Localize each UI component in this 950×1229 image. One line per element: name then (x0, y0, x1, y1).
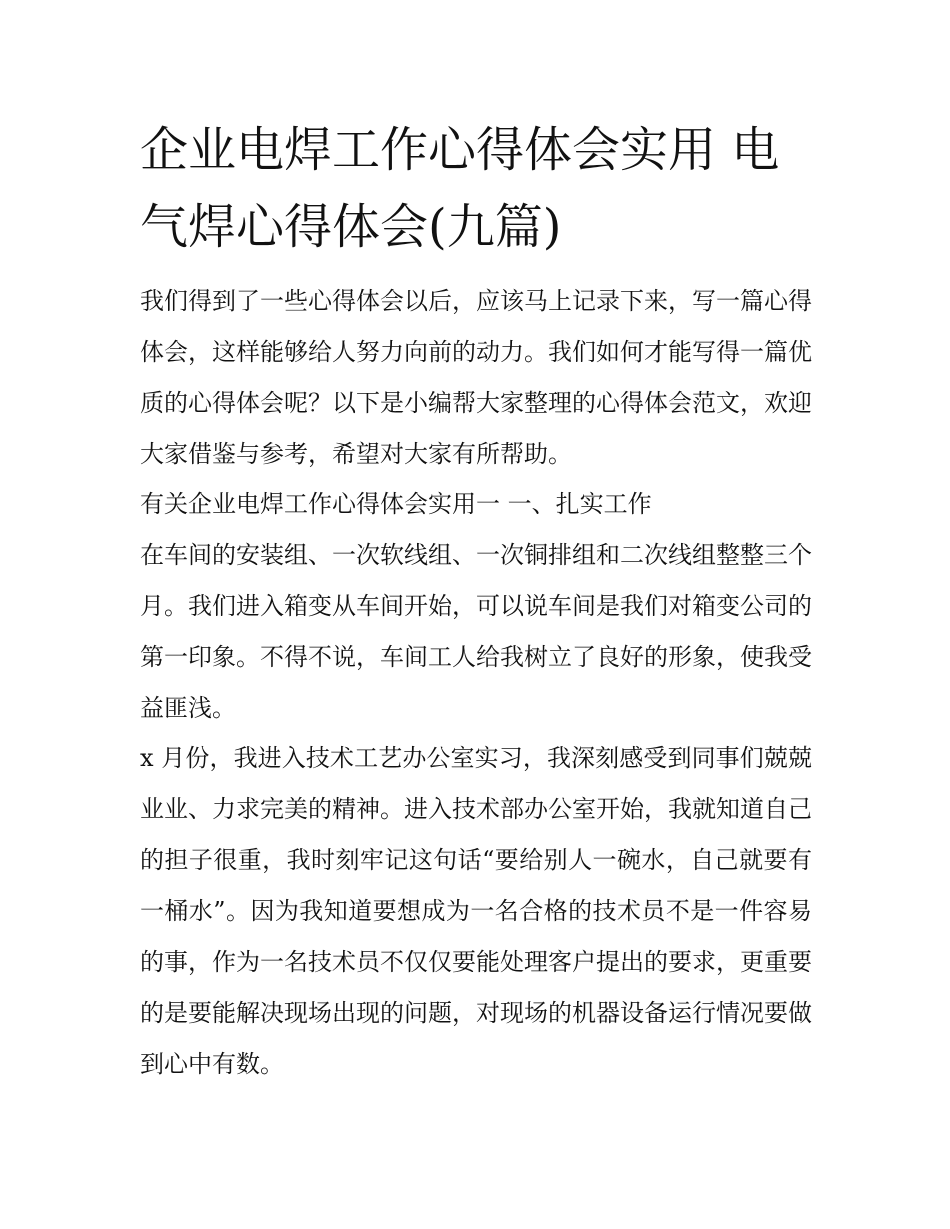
section-heading: 有关企业电焊工作心得体会实用一 一、扎实工作 (140, 490, 652, 518)
intro-paragraph: 我们得到了一些心得体会以后，应该马上记录下来，写一篇心得体会，这样能够给人努力向前的动力。我们如何才能写得一篇优质的心得体会呢？以下是小编帮大家整理的心得体会范文，欢迎大家借鉴与参考，希望对大家有所帮助。 (140, 287, 812, 468)
body-paragraph-internship: x 月份，我进入技术工艺办公室实习，我深刻感受到同事们兢兢业业、力求完美的精神。进入技术部办公室开始，我就知道自己的担子很重，我时刻牢记这句话“要给别人一碗水，自己就要有一桶水”。因为我知道要想成为一名合格的技术员不是一件容易的事，作为一名技术员不仅仅要能处理客户提出的要求，更重要的是要能解决现场出现的问题，对现场的机器设备运行情况要做到心中有数。 (140, 744, 812, 1078)
document-title: 企业电焊工作心得体会实用 电气焊心得体会(九篇) (140, 122, 780, 255)
body-paragraph-workshop: 在车间的安装组、一次软线组、一次铜排组和二次线组整整三个月。我们进入箱变从车间开始，可以说车间是我们对箱变公司的第一印象。不得不说，车间工人给我树立了良好的形象，使我受益匪浅。 (140, 541, 812, 722)
